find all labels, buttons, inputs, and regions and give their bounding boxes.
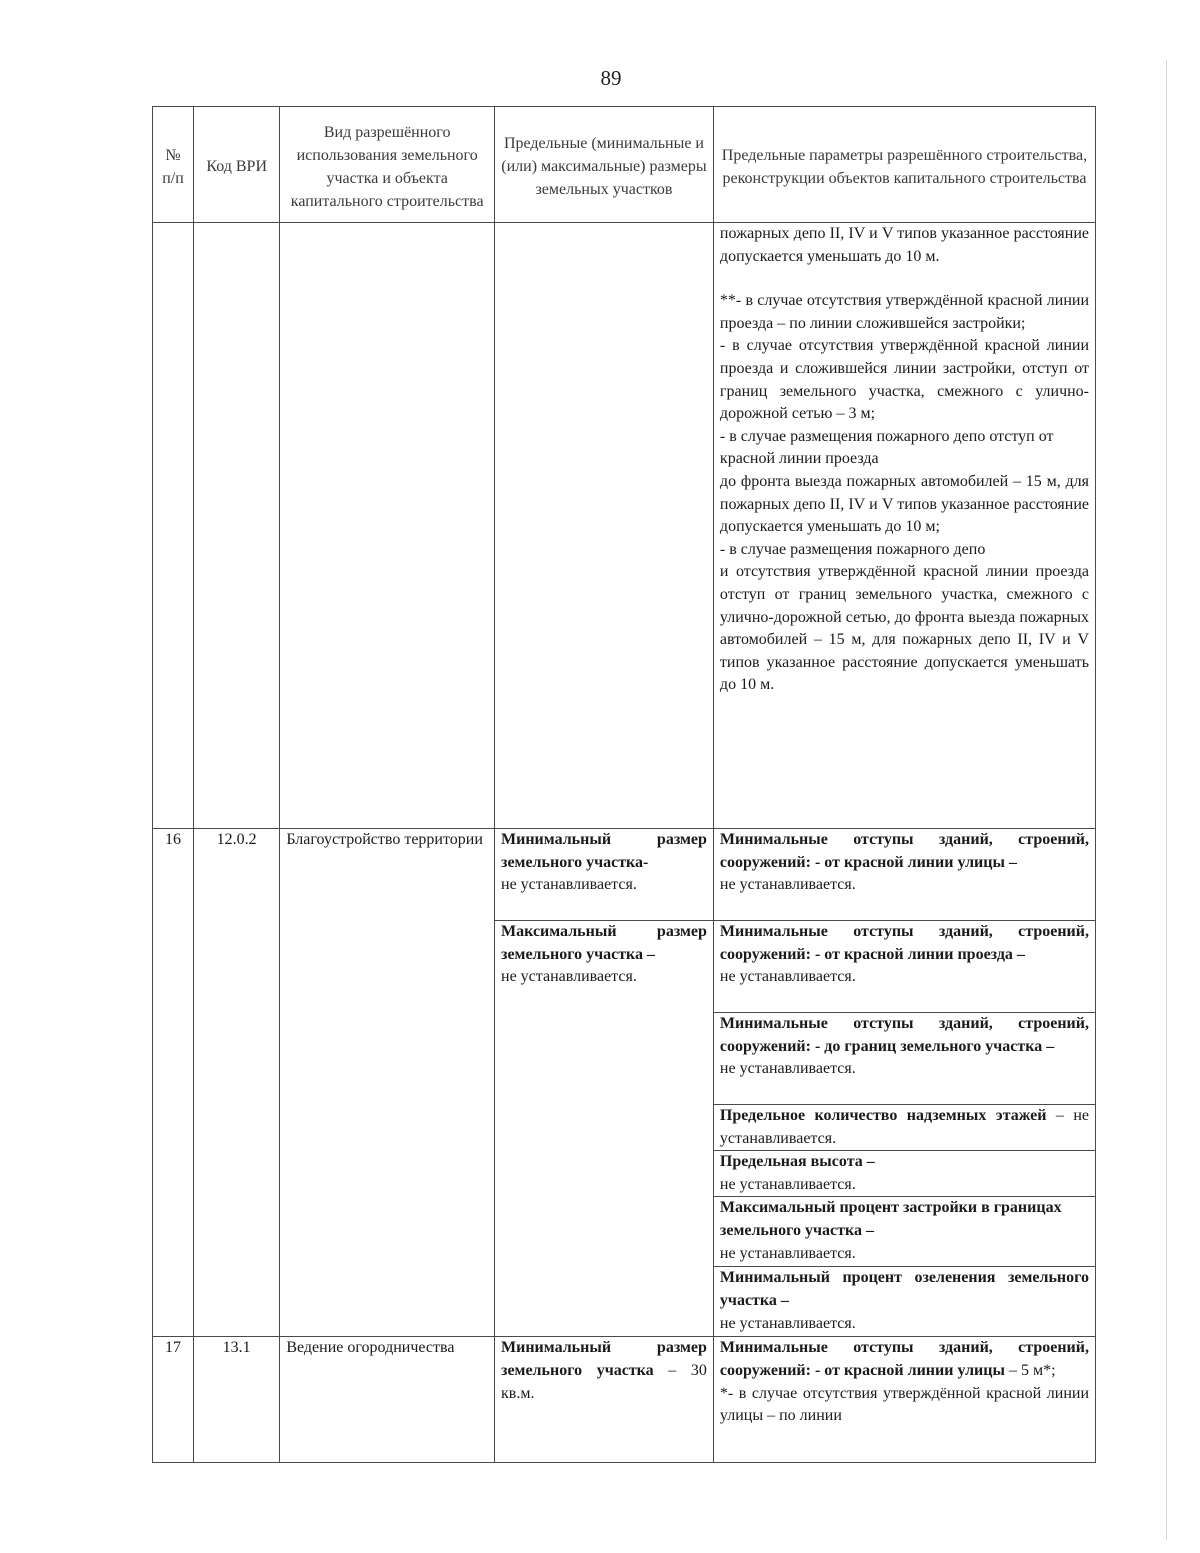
- row16-size-max-value: не устанавливается.: [501, 968, 637, 986]
- header-num: № п/п: [153, 107, 194, 223]
- row17-param-1-note: *- в случае отсутствия утверждённой красной линии улицы – по линии: [719, 1384, 1089, 1425]
- table-row-17: [153, 1337, 1096, 1463]
- row17-size-text: [501, 1337, 707, 1405]
- header-vri: Вид разрешённого использования земельного участка и объекта капитального строительства: [280, 107, 495, 223]
- continuation-num-cell: [153, 223, 194, 829]
- table-row-continuation: [153, 223, 1096, 829]
- row16-param-2-value: не устанавливается.: [719, 968, 856, 986]
- page-number: 89: [600, 66, 622, 90]
- continuation-params-cell: [713, 223, 1095, 829]
- row16-size-min-value: не устанавливается.: [501, 876, 637, 894]
- row16-num: 16: [153, 829, 194, 1337]
- row16-param-7-label: Минимальный процент озеленения земельного участка –: [719, 1269, 1089, 1309]
- row17-param-1-label: Минимальные отступы зданий, строений, сооружений: - от красной линии улицы: [719, 1339, 1089, 1379]
- row16-param-6: [713, 1197, 1095, 1267]
- row17-size: [495, 1337, 714, 1463]
- scan-edge-line: [1166, 60, 1167, 1540]
- row16-param-4-label: Предельное количество надземных этажей: [719, 1107, 1047, 1124]
- continuation-text-4: - в случае размещения пожарного депо отступ от красной линии проезда: [719, 427, 1054, 468]
- row16-param-2-label: Минимальные отступы зданий, строений, сооружений: - от красной линии проезда –: [719, 923, 1089, 963]
- row17-num: 17: [153, 1337, 194, 1463]
- row16-param-5: [713, 1151, 1095, 1197]
- continuation-text-3: - в случае отсутствия утверждённой красной линии проезда и сложившейся линии застройки, отступ от границ земельного участка, смежного с улично-дорожной сетью – 3 м;: [719, 337, 1089, 423]
- row17-size-value: – 30 кв.м.: [501, 1361, 707, 1402]
- table-row-16-a: [153, 829, 1096, 921]
- row16-size-min-label: Минимальный размер земельного участка-: [501, 831, 707, 871]
- row16-size-min: [495, 829, 714, 921]
- continuation-code-cell: [194, 223, 280, 829]
- row17-param-1-text: [720, 1337, 1089, 1382]
- row16-size-max-label: Максимальный размер земельного участка –: [501, 923, 707, 963]
- row16-param-4-value: – не устанавливается.: [719, 1107, 1089, 1147]
- row17-param-1-value: – 5 м*;: [1004, 1361, 1056, 1379]
- row16-param-1-label: Минимальные отступы зданий, строений, сооружений: - от красной линии улицы –: [719, 831, 1089, 871]
- row16-vri: Благоустройство территории: [280, 829, 495, 1337]
- row16-param-7: [713, 1267, 1095, 1337]
- continuation-text-2: **- в случае отсутствия утверждённой красной линии проезда – по линии сложившейся застройки;: [719, 292, 1089, 332]
- header-code: Код ВРИ: [194, 107, 280, 223]
- row16-param-6-label: Максимальный процент застройки в границах земельного участка –: [719, 1199, 1062, 1239]
- row16-code: 12.0.2: [194, 829, 280, 1337]
- row16-param-7-value: не устанавливается.: [719, 1314, 856, 1332]
- row17-vri: Ведение огородничества: [280, 1337, 495, 1463]
- row16-param-2: [713, 921, 1095, 1013]
- table-header-row: [153, 107, 1096, 223]
- row16-param-1-value: не устанавливается.: [719, 876, 856, 894]
- row16-param-5-label: Предельная высота –: [719, 1153, 875, 1171]
- row16-param-3: [713, 1013, 1095, 1105]
- row16-param-4: [713, 1105, 1095, 1151]
- row17-code: 13.1: [194, 1337, 280, 1463]
- row17-size-label: Минимальный размер земельного участка: [501, 1339, 707, 1379]
- row16-size-max: [495, 921, 714, 1337]
- header-params: Предельные параметры разрешённого строительства, реконструкции объектов капитального строительства: [713, 107, 1095, 223]
- continuation-text-1: пожарных депо II, IV и V типов указанное расстояние допускается уменьшать до 10 м.: [719, 225, 1089, 265]
- row16-param-3-value: не устанавливается.: [719, 1060, 856, 1078]
- continuation-size-cell: [495, 223, 714, 829]
- regulations-table: [152, 106, 1096, 1463]
- continuation-vri-cell: [280, 223, 495, 829]
- row16-param-3-label: Минимальные отступы зданий, строений, сооружений: - до границ земельного участка –: [719, 1015, 1089, 1055]
- continuation-text-7: и отсутствия утверждённой красной линии проезда отступ от границ земельного участка, смежного с улично-дорожной сетью, до фронта выезда пожарных автомобилей – 15 м, для пожарных депо II, IV и V типов указанное расстояние допускается уменьшать до 10 м.: [719, 563, 1089, 694]
- row16-param-1: [713, 829, 1095, 921]
- continuation-text-5: до фронта выезда пожарных автомобилей – 15 м, для пожарных депо II, IV и V типов указанное расстояние допускается уменьшать до 10 м;: [719, 472, 1089, 536]
- row17-param-1: [713, 1337, 1095, 1463]
- row16-param-4-text: [720, 1105, 1089, 1150]
- row16-param-6-value: не устанавливается.: [719, 1244, 856, 1262]
- header-size: Предельные (минимальные и (или) максимальные) размеры земельных участков: [495, 107, 714, 223]
- row16-param-5-value: не устанавливается.: [719, 1175, 856, 1193]
- continuation-text-6: - в случае размещения пожарного депо: [719, 540, 986, 558]
